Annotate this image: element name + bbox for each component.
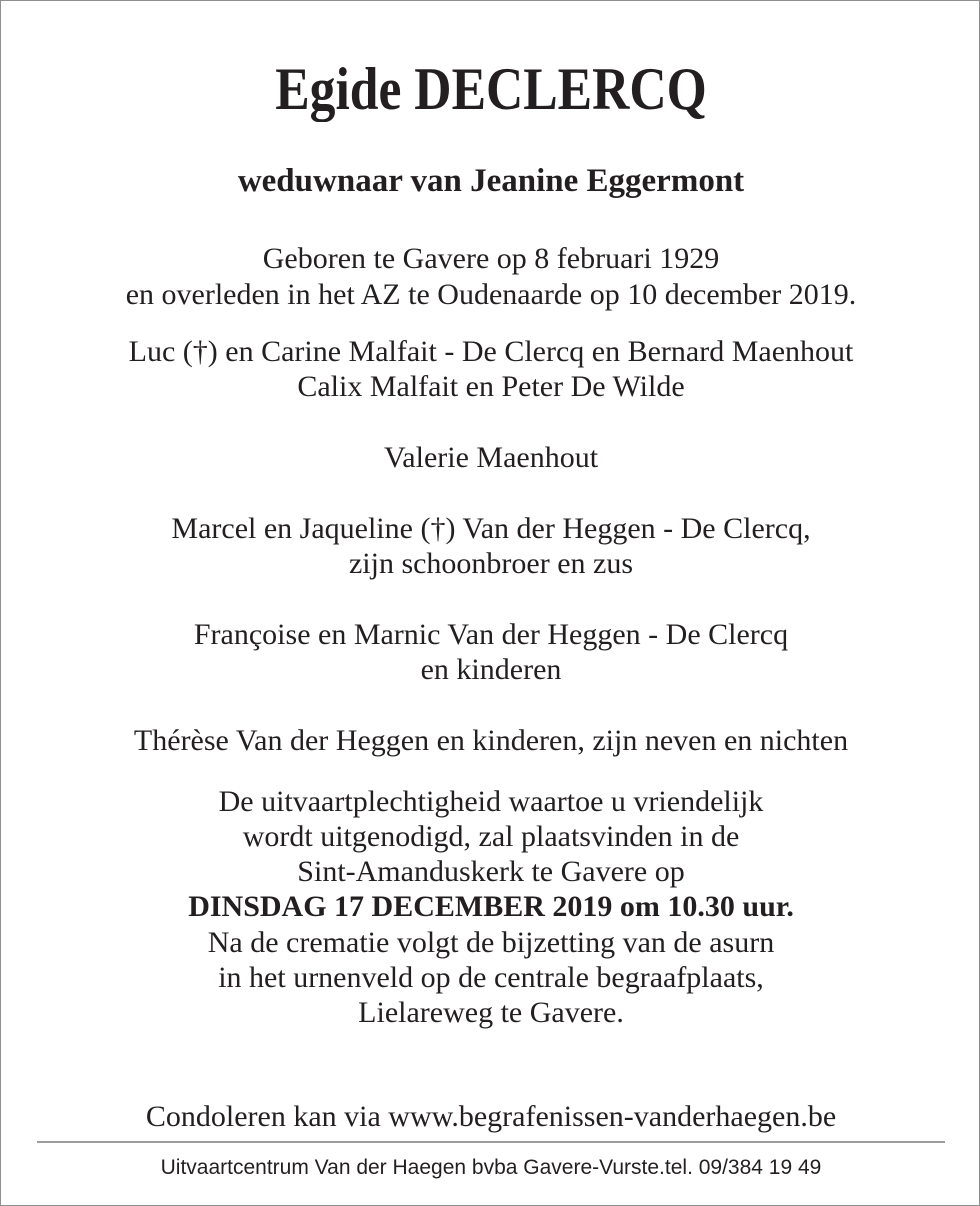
ceremony-line: Na de crematie volgt de bijzetting van de asurn xyxy=(207,926,775,959)
family-line: Marcel en Jaqueline (†) Van der Heggen - De Clercq, xyxy=(171,512,811,545)
deceased-name: Egide DECLERCQ xyxy=(275,56,707,122)
birth-line: Geboren te Gavere op 8 februari 1929 xyxy=(262,242,720,275)
widower-line: weduwnaar van Jeanine Eggermont xyxy=(237,163,745,199)
footer-divider xyxy=(37,1141,945,1143)
family-line: Valerie Maenhout xyxy=(383,441,599,474)
family-line: en kinderen xyxy=(420,653,562,686)
condolences-line: Condoleren kan via www.begrafenissen-vanderhaegen.be xyxy=(145,1100,837,1133)
funeral-home-footer: Uitvaartcentrum Van der Haegen bvba Gavere-Vurste.tel. 09/384 19 49 xyxy=(160,1156,822,1179)
family-line: Calix Malfait en Peter De Wilde xyxy=(297,370,685,403)
family-line: Thérèse Van der Heggen en kinderen, zijn neven en nichten xyxy=(133,724,849,757)
ceremony-line: wordt uitgenodigd, zal plaatsvinden in de xyxy=(242,820,740,853)
family-line: zijn schoonbroer en zus xyxy=(348,547,634,580)
ceremony-line: in het urnenveld op de centrale begraafplaats, xyxy=(218,961,764,994)
ceremony-line: De uitvaartplechtigheid waartoe u vriendelijk xyxy=(218,785,764,818)
death-line: en overleden in het AZ te Oudenaarde op 10 december 2019. xyxy=(125,278,857,311)
ceremony-line: Sint-Amanduskerk te Gavere op xyxy=(297,855,685,888)
family-line: Françoise en Marnic Van der Heggen - De Clercq xyxy=(193,618,789,651)
family-line: Luc (†) en Carine Malfait - De Clercq en Bernard Maenhout xyxy=(128,335,854,368)
ceremony-date: DINSDAG 17 DECEMBER 2019 om 10.30 uur. xyxy=(188,890,794,923)
ceremony-line: Lielareweg te Gavere. xyxy=(358,996,624,1029)
